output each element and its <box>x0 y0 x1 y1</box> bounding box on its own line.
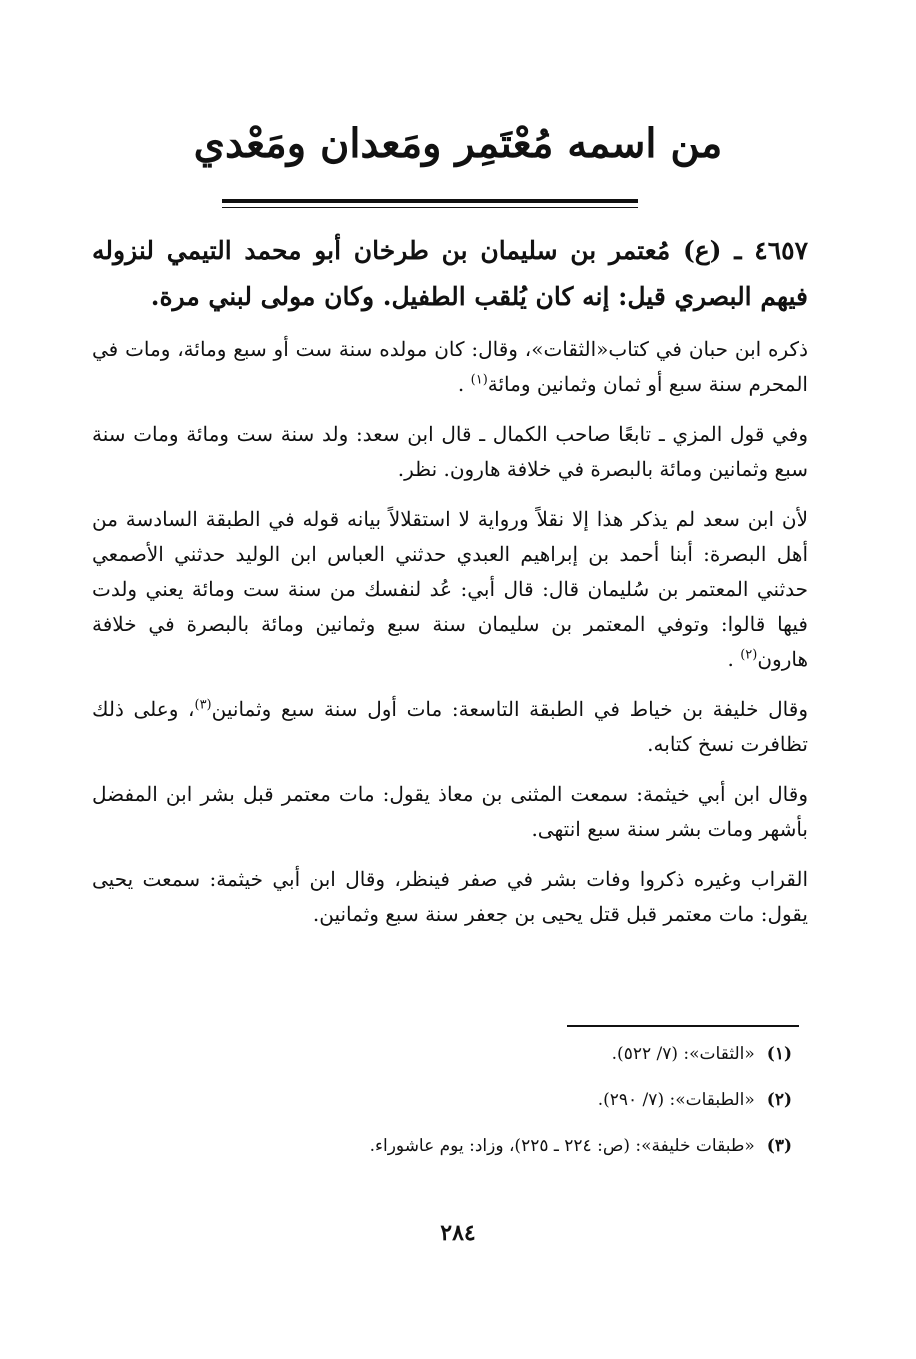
footnotes <box>92 1042 792 1180</box>
footnote-marker: (٣) <box>194 697 212 713</box>
footnote-marker: (١) <box>470 372 488 388</box>
footnote-text: «الثقات»: (٧/ ٥٢٢). <box>611 1044 755 1064</box>
paragraph-text: لأن ابن سعد لم يذكر هذا إلا نقلاً ورواية لا استقلالاً بيانه قوله في الطبقة السادسة من أهل البصرة: أبنا أحمد بن إبراهيم العبدي حدثني العباس ابن الوليد حدثني الأصمعي حدثني المعتمر بن سُليمان قال: قال أبي: عُد لنفسك من سنة ست ومائة يعني ولدت فيها قالوا: وتوفي المعتمر بن سليمان سنة سبع وثمانين ومائة بالبصرة في خلافة هارون <box>92 507 808 671</box>
paragraph-tail: . <box>457 372 471 396</box>
paragraph-khalifa <box>92 692 808 762</box>
footnote-text: «طبقات خليفة»: (ص: ٢٢٤ ـ ٢٢٥)، وزاد: يوم عاشوراء. <box>369 1136 755 1156</box>
paragraph-qarrab <box>92 862 808 932</box>
footnote-number: (١) <box>766 1044 792 1064</box>
paragraph-ibn-abi-khaythama <box>92 777 808 847</box>
paragraph-text: ذكره ابن حبان في كتاب«الثقات»، وقال: كان مولده سنة ست أو سبع ومائة، ومات في المحرم سنة سبع أو ثمان وثمانين ومائة <box>92 337 808 396</box>
footnote-number: (٣) <box>766 1136 792 1156</box>
paragraph-ibn-hibban <box>92 332 808 402</box>
paragraph-ibn-saad <box>92 502 808 677</box>
footnote-separator <box>567 1025 799 1027</box>
paragraph-text: وفي قول المزي ـ تابعًا صاحب الكمال ـ قال ابن سعد: ولد سنة ست ومائة ومات سنة سبع وثمانين ومائة بالبصرة في خلافة هارون. نظر. <box>92 422 808 481</box>
paragraph-text: وقال ابن أبي خيثمة: سمعت المثنى بن معاذ يقول: مات معتمر قبل بشر ابن المفضل بأشهر ومات بشر سنة سبع انتهى. <box>92 782 808 841</box>
footnote-marker: (٢) <box>740 647 758 663</box>
paragraph-text: القراب وغيره ذكروا وفات بشر في صفر فينظر، وقال ابن أبي خيثمة: سمعت يحيى يقول: مات معتمر قبل قتل يحيى بن جعفر سنة سبع وثمانين. <box>92 867 808 926</box>
page-number: ٢٨٤ <box>440 1220 476 1246</box>
paragraph-tail: ، وعلى ذلك تظافرت نسخ كتابه. <box>92 697 808 756</box>
entry-heading: ٤٦٥٧ ـ (ع) مُعتمر بن سليمان بن طرخان أبو محمد التيمي لنزوله فيهم البصري قيل: إنه كان يُلقب الطفيل. وكان مولى لبني مرة. <box>92 236 808 311</box>
footnote-text: «الطبقات»: (٧/ ٢٩٠). <box>597 1090 755 1110</box>
footnote-number: (٢) <box>766 1090 792 1110</box>
footnote-3 <box>92 1134 792 1158</box>
footnote-2 <box>92 1088 792 1112</box>
paragraph-mizzi <box>92 417 808 487</box>
paragraph-tail: . <box>727 647 741 671</box>
footnote-1 <box>92 1042 792 1066</box>
chapter-title: من اسمه مُعْتَمِر ومَعدان ومَعْدي <box>193 120 723 167</box>
title-double-rule <box>222 199 638 203</box>
paragraph-text: وقال خليفة بن خياط في الطبقة التاسعة: مات أول سنة سبع وثمانين <box>211 697 808 721</box>
main-text <box>92 228 808 947</box>
